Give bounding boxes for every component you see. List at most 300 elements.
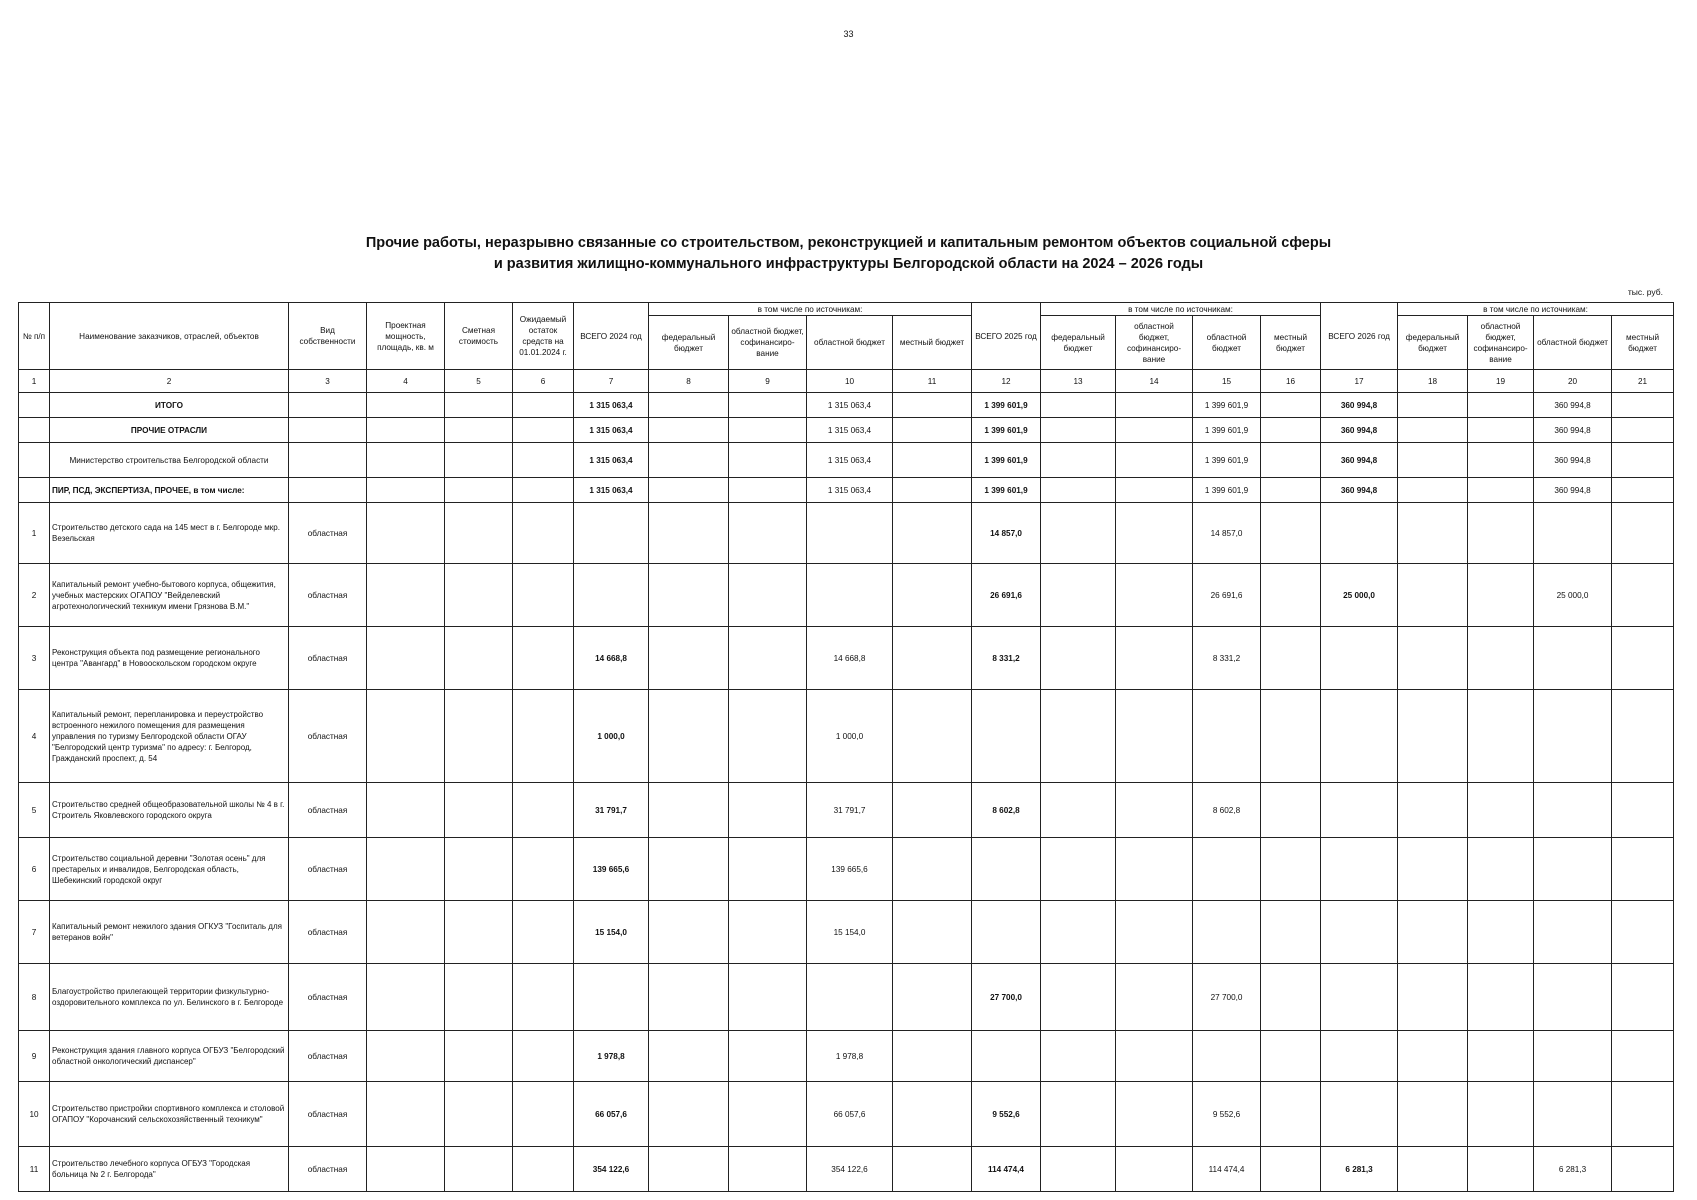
row-num bbox=[19, 443, 50, 478]
empty-cell bbox=[445, 964, 513, 1031]
empty-cell bbox=[513, 1031, 574, 1082]
federal-2024 bbox=[649, 1082, 729, 1147]
local-2026 bbox=[1612, 783, 1674, 838]
page-number: 33 bbox=[843, 29, 854, 39]
column-number: 20 bbox=[1534, 370, 1612, 393]
regional-2026 bbox=[1534, 1082, 1612, 1147]
table-row bbox=[19, 503, 1674, 564]
empty-cell bbox=[445, 393, 513, 418]
table-row bbox=[19, 627, 1674, 690]
summary-label: ПРОЧИЕ ОТРАСЛИ bbox=[50, 418, 289, 443]
object-name: Благоустройство прилегающей территории физкультурно-оздоровительного комплекса по ул. Белинского в г. Белгороде bbox=[50, 964, 289, 1031]
empty-cell bbox=[445, 690, 513, 783]
table-row bbox=[19, 690, 1674, 783]
cofinance-2026 bbox=[1468, 1031, 1534, 1082]
federal-2024 bbox=[649, 478, 729, 503]
header-local: местный бюджет bbox=[893, 316, 972, 370]
local-2025 bbox=[1261, 564, 1321, 627]
federal-2026 bbox=[1398, 1082, 1468, 1147]
empty-cell bbox=[513, 478, 574, 503]
regional-2024: 354 122,6 bbox=[807, 1147, 893, 1192]
regional-2025: 27 700,0 bbox=[1193, 964, 1261, 1031]
federal-2024 bbox=[649, 418, 729, 443]
empty-cell bbox=[367, 393, 445, 418]
local-2025 bbox=[1261, 503, 1321, 564]
total-2026 bbox=[1321, 901, 1398, 964]
local-2026 bbox=[1612, 564, 1674, 627]
empty-cell bbox=[367, 838, 445, 901]
header-federal: федеральный бюджет bbox=[1041, 316, 1116, 370]
title-line-1: Прочие работы, неразрывно связанные со строительством, реконструкцией и капитальным ремонтом объектов социальной сферы bbox=[365, 235, 1332, 251]
total-2025 bbox=[972, 1031, 1041, 1082]
federal-2025 bbox=[1041, 1082, 1116, 1147]
total-2024: 139 665,6 bbox=[574, 838, 649, 901]
column-number: 3 bbox=[289, 370, 367, 393]
object-name: Строительство средней общеобразовательной школы № 4 в г. Строитель Яковлевского городского округа bbox=[50, 783, 289, 838]
federal-2026 bbox=[1398, 838, 1468, 901]
regional-2024: 1 978,8 bbox=[807, 1031, 893, 1082]
empty-cell bbox=[445, 503, 513, 564]
federal-2024 bbox=[649, 690, 729, 783]
total-2024: 31 791,7 bbox=[574, 783, 649, 838]
table-row bbox=[19, 1082, 1674, 1147]
column-number: 13 bbox=[1041, 370, 1116, 393]
regional-2024: 1 315 063,4 bbox=[807, 443, 893, 478]
total-2025: 27 700,0 bbox=[972, 964, 1041, 1031]
column-number: 18 bbox=[1398, 370, 1468, 393]
empty-cell bbox=[367, 478, 445, 503]
header-cofinance: областной бюджет, софинансиро-вание bbox=[1468, 316, 1534, 370]
total-2026 bbox=[1321, 690, 1398, 783]
empty-cell bbox=[367, 690, 445, 783]
local-2024 bbox=[893, 1147, 972, 1192]
column-number: 11 bbox=[893, 370, 972, 393]
summary-label: Министерство строительства Белгородской области bbox=[50, 443, 289, 478]
header-local: местный бюджет bbox=[1612, 316, 1674, 370]
empty-cell bbox=[445, 478, 513, 503]
federal-2026 bbox=[1398, 1147, 1468, 1192]
local-2025 bbox=[1261, 783, 1321, 838]
local-2024 bbox=[893, 901, 972, 964]
empty-cell bbox=[445, 418, 513, 443]
federal-2025 bbox=[1041, 478, 1116, 503]
regional-2025: 114 474,4 bbox=[1193, 1147, 1261, 1192]
cofinance-2024 bbox=[729, 564, 807, 627]
table-row bbox=[19, 838, 1674, 901]
local-2026 bbox=[1612, 1147, 1674, 1192]
empty-cell bbox=[289, 443, 367, 478]
empty-cell bbox=[445, 1082, 513, 1147]
row-num: 4 bbox=[19, 690, 50, 783]
empty-cell bbox=[513, 503, 574, 564]
empty-cell bbox=[367, 627, 445, 690]
header-local: местный бюджет bbox=[1261, 316, 1321, 370]
column-number: 1 bbox=[19, 370, 50, 393]
regional-2025: 9 552,6 bbox=[1193, 1082, 1261, 1147]
total-2025: 8 602,8 bbox=[972, 783, 1041, 838]
cofinance-2025 bbox=[1116, 478, 1193, 503]
empty-cell bbox=[513, 1082, 574, 1147]
ownership: областная bbox=[289, 1082, 367, 1147]
object-name: Реконструкция объекта под размещение регионального центра "Авангард" в Новооскольском городском округе bbox=[50, 627, 289, 690]
local-2024 bbox=[893, 690, 972, 783]
regional-2024: 31 791,7 bbox=[807, 783, 893, 838]
ownership: областная bbox=[289, 564, 367, 627]
cofinance-2025 bbox=[1116, 901, 1193, 964]
total-2024: 15 154,0 bbox=[574, 901, 649, 964]
header-sources-2026: в том числе по источникам: bbox=[1398, 303, 1674, 316]
cofinance-2024 bbox=[729, 1082, 807, 1147]
empty-cell bbox=[513, 627, 574, 690]
federal-2024 bbox=[649, 1031, 729, 1082]
empty-cell bbox=[445, 1147, 513, 1192]
local-2025 bbox=[1261, 838, 1321, 901]
total-2024: 14 668,8 bbox=[574, 627, 649, 690]
local-2024 bbox=[893, 783, 972, 838]
regional-2024 bbox=[807, 564, 893, 627]
total-2026 bbox=[1321, 627, 1398, 690]
cofinance-2024 bbox=[729, 1031, 807, 1082]
local-2024 bbox=[893, 478, 972, 503]
local-2024 bbox=[893, 564, 972, 627]
federal-2026 bbox=[1398, 564, 1468, 627]
cofinance-2025 bbox=[1116, 964, 1193, 1031]
table-row bbox=[19, 783, 1674, 838]
header-regional: областной бюджет bbox=[1534, 316, 1612, 370]
column-number: 8 bbox=[649, 370, 729, 393]
cofinance-2026 bbox=[1468, 478, 1534, 503]
summary-row bbox=[19, 443, 1674, 478]
total-2024 bbox=[574, 503, 649, 564]
regional-2026: 25 000,0 bbox=[1534, 564, 1612, 627]
local-2024 bbox=[893, 443, 972, 478]
federal-2024 bbox=[649, 627, 729, 690]
total-2025: 1 399 601,9 bbox=[972, 443, 1041, 478]
total-2024 bbox=[574, 564, 649, 627]
row-num: 3 bbox=[19, 627, 50, 690]
header-federal: федеральный бюджет bbox=[1398, 316, 1468, 370]
federal-2024 bbox=[649, 443, 729, 478]
cofinance-2024 bbox=[729, 418, 807, 443]
total-2024: 1 315 063,4 bbox=[574, 418, 649, 443]
local-2024 bbox=[893, 503, 972, 564]
empty-cell bbox=[513, 690, 574, 783]
local-2025 bbox=[1261, 443, 1321, 478]
cofinance-2026 bbox=[1468, 627, 1534, 690]
regional-2026: 360 994,8 bbox=[1534, 393, 1612, 418]
object-name: Строительство лечебного корпуса ОГБУЗ "Городская больница № 2 г. Белгорода" bbox=[50, 1147, 289, 1192]
total-2025: 1 399 601,9 bbox=[972, 418, 1041, 443]
regional-2024: 15 154,0 bbox=[807, 901, 893, 964]
local-2024 bbox=[893, 393, 972, 418]
local-2024 bbox=[893, 838, 972, 901]
local-2026 bbox=[1612, 1031, 1674, 1082]
cofinance-2026 bbox=[1468, 1082, 1534, 1147]
regional-2026 bbox=[1534, 838, 1612, 901]
total-2025 bbox=[972, 690, 1041, 783]
column-number: 14 bbox=[1116, 370, 1193, 393]
regional-2024: 1 315 063,4 bbox=[807, 478, 893, 503]
local-2026 bbox=[1612, 1082, 1674, 1147]
row-num: 6 bbox=[19, 838, 50, 901]
federal-2024 bbox=[649, 901, 729, 964]
empty-cell bbox=[513, 418, 574, 443]
federal-2024 bbox=[649, 838, 729, 901]
total-2025: 26 691,6 bbox=[972, 564, 1041, 627]
object-name: Капитальный ремонт, перепланировка и переустройство встроенного нежилого помещения для размещения управления по туризму Белгородской области ОГАУ "Белгородский центр туризма" по адресу: г. Белгород, Гражданский проспект, д. 54 bbox=[50, 690, 289, 783]
cofinance-2026 bbox=[1468, 564, 1534, 627]
empty-cell bbox=[367, 418, 445, 443]
summary-body bbox=[19, 393, 1674, 503]
regional-2026 bbox=[1534, 690, 1612, 783]
federal-2025 bbox=[1041, 443, 1116, 478]
cofinance-2024 bbox=[729, 901, 807, 964]
ownership: областная bbox=[289, 627, 367, 690]
total-2026: 6 281,3 bbox=[1321, 1147, 1398, 1192]
regional-2025 bbox=[1193, 690, 1261, 783]
regional-2024: 14 668,8 bbox=[807, 627, 893, 690]
local-2025 bbox=[1261, 478, 1321, 503]
empty-cell bbox=[513, 901, 574, 964]
local-2026 bbox=[1612, 901, 1674, 964]
cofinance-2024 bbox=[729, 838, 807, 901]
federal-2025 bbox=[1041, 901, 1116, 964]
regional-2026 bbox=[1534, 627, 1612, 690]
header-sources-2024: в том числе по источникам: bbox=[649, 303, 972, 316]
empty-cell bbox=[367, 964, 445, 1031]
federal-2024 bbox=[649, 1147, 729, 1192]
total-2026 bbox=[1321, 838, 1398, 901]
cofinance-2025 bbox=[1116, 1082, 1193, 1147]
federal-2024 bbox=[649, 783, 729, 838]
federal-2025 bbox=[1041, 393, 1116, 418]
regional-2024 bbox=[807, 964, 893, 1031]
items-body bbox=[19, 503, 1674, 1192]
total-2025: 14 857,0 bbox=[972, 503, 1041, 564]
summary-label: ПИР, ПСД, ЭКСПЕРТИЗА, ПРОЧЕЕ, в том числе: bbox=[50, 478, 289, 503]
total-2025: 1 399 601,9 bbox=[972, 478, 1041, 503]
federal-2026 bbox=[1398, 393, 1468, 418]
regional-2025: 1 399 601,9 bbox=[1193, 393, 1261, 418]
federal-2026 bbox=[1398, 503, 1468, 564]
title-line-2: и развития жилищно-коммунального инфраструктуры Белгородской области на 2024 – 2026 годы bbox=[493, 256, 1204, 272]
ownership: областная bbox=[289, 1031, 367, 1082]
cofinance-2025 bbox=[1116, 1031, 1193, 1082]
header-regional: областной бюджет bbox=[1193, 316, 1261, 370]
regional-2026: 360 994,8 bbox=[1534, 478, 1612, 503]
local-2026 bbox=[1612, 393, 1674, 418]
total-2024 bbox=[574, 964, 649, 1031]
local-2026 bbox=[1612, 478, 1674, 503]
total-2026 bbox=[1321, 1031, 1398, 1082]
row-num: 11 bbox=[19, 1147, 50, 1192]
cofinance-2025 bbox=[1116, 443, 1193, 478]
header-ownership: Вид собственности bbox=[289, 303, 367, 370]
cofinance-2026 bbox=[1468, 690, 1534, 783]
federal-2025 bbox=[1041, 1031, 1116, 1082]
table-row bbox=[19, 564, 1674, 627]
cofinance-2026 bbox=[1468, 443, 1534, 478]
row-num: 1 bbox=[19, 503, 50, 564]
local-2024 bbox=[893, 1031, 972, 1082]
local-2025 bbox=[1261, 1082, 1321, 1147]
regional-2025: 1 399 601,9 bbox=[1193, 418, 1261, 443]
local-2025 bbox=[1261, 901, 1321, 964]
empty-cell bbox=[445, 1031, 513, 1082]
cofinance-2026 bbox=[1468, 901, 1534, 964]
table-row bbox=[19, 1031, 1674, 1082]
header-cofinance: областной бюджет, софинансиро-вание bbox=[729, 316, 807, 370]
empty-cell bbox=[289, 418, 367, 443]
column-number: 6 bbox=[513, 370, 574, 393]
cofinance-2026 bbox=[1468, 783, 1534, 838]
row-num: 7 bbox=[19, 901, 50, 964]
empty-cell bbox=[445, 627, 513, 690]
regional-2025: 14 857,0 bbox=[1193, 503, 1261, 564]
federal-2024 bbox=[649, 503, 729, 564]
summary-row bbox=[19, 478, 1674, 503]
empty-cell bbox=[367, 901, 445, 964]
regional-2026: 360 994,8 bbox=[1534, 443, 1612, 478]
unit-label: тыс. руб. bbox=[1627, 287, 1663, 297]
ownership: областная bbox=[289, 964, 367, 1031]
federal-2025 bbox=[1041, 690, 1116, 783]
empty-cell bbox=[513, 564, 574, 627]
total-2026: 25 000,0 bbox=[1321, 564, 1398, 627]
cofinance-2025 bbox=[1116, 690, 1193, 783]
object-name: Капитальный ремонт учебно-бытового корпуса, общежития, учебных мастерских ОГАПОУ "Вейделевский агротехнологический техникум имени Грязнова В.М." bbox=[50, 564, 289, 627]
cofinance-2024 bbox=[729, 1147, 807, 1192]
cofinance-2025 bbox=[1116, 1147, 1193, 1192]
total-2026: 360 994,8 bbox=[1321, 418, 1398, 443]
local-2026 bbox=[1612, 690, 1674, 783]
budget-table bbox=[18, 302, 1674, 1192]
federal-2026 bbox=[1398, 964, 1468, 1031]
cofinance-2025 bbox=[1116, 838, 1193, 901]
federal-2025 bbox=[1041, 564, 1116, 627]
regional-2026 bbox=[1534, 503, 1612, 564]
summary-label: ИТОГО bbox=[50, 393, 289, 418]
total-2026 bbox=[1321, 1082, 1398, 1147]
ownership: областная bbox=[289, 1147, 367, 1192]
column-number: 16 bbox=[1261, 370, 1321, 393]
column-number: 4 bbox=[367, 370, 445, 393]
regional-2025: 26 691,6 bbox=[1193, 564, 1261, 627]
empty-cell bbox=[513, 838, 574, 901]
header-name: Наименование заказчиков, отраслей, объектов bbox=[50, 303, 289, 370]
empty-cell bbox=[367, 564, 445, 627]
ownership: областная bbox=[289, 503, 367, 564]
federal-2024 bbox=[649, 393, 729, 418]
table-row bbox=[19, 964, 1674, 1031]
header-total-2024: ВСЕГО 2024 год bbox=[574, 303, 649, 370]
regional-2026: 360 994,8 bbox=[1534, 418, 1612, 443]
ownership: областная bbox=[289, 838, 367, 901]
total-2024: 1 315 063,4 bbox=[574, 443, 649, 478]
table-row bbox=[19, 901, 1674, 964]
empty-cell bbox=[367, 443, 445, 478]
total-2024: 66 057,6 bbox=[574, 1082, 649, 1147]
total-2026 bbox=[1321, 503, 1398, 564]
object-name: Строительство социальной деревни "Золотая осень" для престарелых и инвалидов, Белгородская область, Шебекинский городской округ bbox=[50, 838, 289, 901]
header-num: № п/п bbox=[19, 303, 50, 370]
cofinance-2024 bbox=[729, 393, 807, 418]
row-num: 10 bbox=[19, 1082, 50, 1147]
regional-2024 bbox=[807, 503, 893, 564]
empty-cell bbox=[367, 1147, 445, 1192]
federal-2026 bbox=[1398, 627, 1468, 690]
local-2025 bbox=[1261, 690, 1321, 783]
empty-cell bbox=[289, 478, 367, 503]
regional-2026 bbox=[1534, 1031, 1612, 1082]
local-2024 bbox=[893, 964, 972, 1031]
federal-2026 bbox=[1398, 478, 1468, 503]
local-2025 bbox=[1261, 418, 1321, 443]
federal-2026 bbox=[1398, 418, 1468, 443]
total-2025: 1 399 601,9 bbox=[972, 393, 1041, 418]
summary-row bbox=[19, 393, 1674, 418]
header-cofinance: областной бюджет, софинансиро-вание bbox=[1116, 316, 1193, 370]
table-row bbox=[19, 1147, 1674, 1192]
empty-cell bbox=[367, 503, 445, 564]
empty-cell bbox=[513, 1147, 574, 1192]
empty-cell bbox=[367, 1031, 445, 1082]
object-name: Строительство детского сада на 145 мест в г. Белгороде мкр. Везельская bbox=[50, 503, 289, 564]
regional-2025 bbox=[1193, 901, 1261, 964]
header-balance: Ожидаемый остаток средств на 01.01.2024 г. bbox=[513, 303, 574, 370]
cofinance-2024 bbox=[729, 690, 807, 783]
total-2026: 360 994,8 bbox=[1321, 443, 1398, 478]
column-number: 19 bbox=[1468, 370, 1534, 393]
column-number: 12 bbox=[972, 370, 1041, 393]
federal-2024 bbox=[649, 964, 729, 1031]
cofinance-2026 bbox=[1468, 503, 1534, 564]
regional-2026 bbox=[1534, 901, 1612, 964]
empty-cell bbox=[445, 564, 513, 627]
federal-2026 bbox=[1398, 443, 1468, 478]
total-2025: 114 474,4 bbox=[972, 1147, 1041, 1192]
federal-2026 bbox=[1398, 783, 1468, 838]
federal-2026 bbox=[1398, 901, 1468, 964]
document-title bbox=[0, 233, 1697, 275]
row-num bbox=[19, 418, 50, 443]
regional-2025: 1 399 601,9 bbox=[1193, 443, 1261, 478]
header-total-2025: ВСЕГО 2025 год bbox=[972, 303, 1041, 370]
regional-2025 bbox=[1193, 838, 1261, 901]
column-number: 5 bbox=[445, 370, 513, 393]
row-num: 5 bbox=[19, 783, 50, 838]
column-number: 15 bbox=[1193, 370, 1261, 393]
local-2025 bbox=[1261, 1147, 1321, 1192]
local-2025 bbox=[1261, 964, 1321, 1031]
summary-row bbox=[19, 418, 1674, 443]
regional-2026 bbox=[1534, 783, 1612, 838]
regional-2024: 1 000,0 bbox=[807, 690, 893, 783]
local-2026 bbox=[1612, 964, 1674, 1031]
cofinance-2025 bbox=[1116, 783, 1193, 838]
column-number: 9 bbox=[729, 370, 807, 393]
total-2025: 8 331,2 bbox=[972, 627, 1041, 690]
local-2026 bbox=[1612, 443, 1674, 478]
column-number: 10 bbox=[807, 370, 893, 393]
object-name: Капитальный ремонт нежилого здания ОГКУЗ "Госпиталь для ветеранов войн" bbox=[50, 901, 289, 964]
cofinance-2024 bbox=[729, 627, 807, 690]
federal-2025 bbox=[1041, 964, 1116, 1031]
federal-2025 bbox=[1041, 418, 1116, 443]
header-regional: областной бюджет bbox=[807, 316, 893, 370]
local-2024 bbox=[893, 418, 972, 443]
header-federal: федеральный бюджет bbox=[649, 316, 729, 370]
